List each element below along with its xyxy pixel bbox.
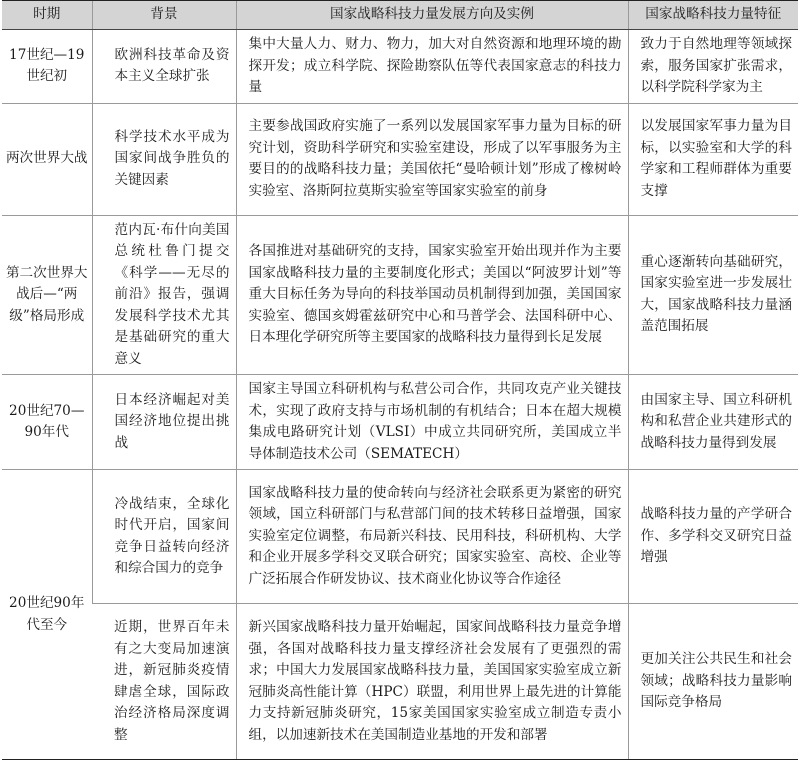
table-row [2,30,798,104]
direction-cell: 新兴国家战略科技力量开始崛起，国家间战略科技力量竞争增强，各国对战略科技力量支撑经济社会发展有了更强烈的需求；中国大力发展国家战略科技力量，美国国家实验室成立新冠肺炎高性能计算（HPC）联盟，利用世界上最先进的计算能力支持新冠肺炎研究，15家美国国家实验室成立制造专责小组，以加速新技术在美国制造业基地的开发和部署 [236,604,628,760]
table-row [2,375,798,470]
table-row [2,470,798,604]
table-row [2,604,798,760]
direction-cell: 各国推进对基础研究的支持，国家实验室开始出现并作为主要国家战略科技力量的主要制度化形式；美国以“阿波罗计划”等重大目标任务为导向的科技举国动员机制得到加强，美国国家实验室、德国亥姆霍兹研究中心和马普学会、法国科研中心、日本理化学研究所等主要国家的战略科技力量得到长足发展 [236,215,628,375]
direction-cell: 主要参战国政府实施了一系列以发展国家军事力量为目标的研究计划，资助科学研究和实验室建设，形成了以军事服务为主要目的的战略科技力量；美国依托“曼哈顿计划”形成了橡树岭实验室、洛斯阿拉莫斯实验室等国家实验室的前身 [236,103,628,215]
table-header-row [2,1,798,30]
feature-cell: 重心逐渐转向基础研究，国家实验室进一步发展壮大，国家战略科技力量涵盖范围拓展 [628,215,798,375]
feature-cell: 由国家主导、国立科研机构和私营企业共建形式的战略科技力量得到发展 [628,375,798,470]
direction-cell: 国家主导国立科研机构与私营公司合作，共同攻克产业关键技术，实现了政府支持与市场机制的有机结合；日本在超大规模集成电路研究计划（VLSI）中成立共同研究所，美国成立半导体制造技术公司（SEMATECH） [236,375,628,470]
background-cell: 科学技术水平成为国家间战争胜负的关键因素 [92,103,236,215]
header-feature: 国家战略科技力量特征 [628,1,798,30]
feature-cell: 更加关注公共民生和社会领域；战略科技力量影响国际竞争格局 [628,604,798,760]
strategic-tech-table [2,0,798,760]
header-period: 时期 [2,1,92,30]
background-cell: 欧洲科技革命及资本主义全球扩张 [92,30,236,104]
background-cell: 近期，世界百年未有之大变局加速演进，新冠肺炎疫情肆虐全球，国际政治经济格局深度调整 [92,604,236,760]
background-cell: 范内瓦·布什向美国总统杜鲁门提交《科学——无尽的前沿》报告，强调发展科学技术尤其是基础研究的重大意义 [92,215,236,375]
period-cell: 20世纪70—90年代 [2,375,92,470]
background-cell: 冷战结束，全球化时代开启，国家间竞争日益转向经济和综合国力的竞争 [92,470,236,604]
period-cell: 第二次世界大战后—“两级”格局形成 [2,215,92,375]
background-cell: 日本经济崛起对美国经济地位提出挑战 [92,375,236,470]
feature-cell: 以发展国家军事力量为目标，以实验室和大学的科学家和工程师群体为重要支撑 [628,103,798,215]
header-direction: 国家战略科技力量发展方向及实例 [236,1,628,30]
period-cell: 两次世界大战 [2,103,92,215]
table-row [2,103,798,215]
feature-cell: 战略科技力量的产学研合作、多学科交叉研究日益增强 [628,470,798,604]
feature-cell: 致力于自然地理等领域探索，服务国家扩张需求，以科学院科学家为主 [628,30,798,104]
direction-cell: 国家战略科技力量的使命转向与经济社会联系更为紧密的研究领域，国立科研部门与私营部门间的技术转移日益增强，国家实验室定位调整，布局新兴科技、民用科技，科研机构、大学和企业开展多学科交叉联合研究；国家实验室、高校、企业等广泛拓展合作研发协议、技术商业化协议等合作途径 [236,470,628,604]
period-cell: 20世纪90年代至今 [2,470,92,760]
header-background: 背景 [92,1,236,30]
table-row [2,215,798,375]
direction-cell: 集中大量人力、财力、物力，加大对自然资源和地理环境的勘探开发；成立科学院、探险勘察队伍等代表国家意志的科技力量 [236,30,628,104]
period-cell: 17世纪—19世纪初 [2,30,92,104]
